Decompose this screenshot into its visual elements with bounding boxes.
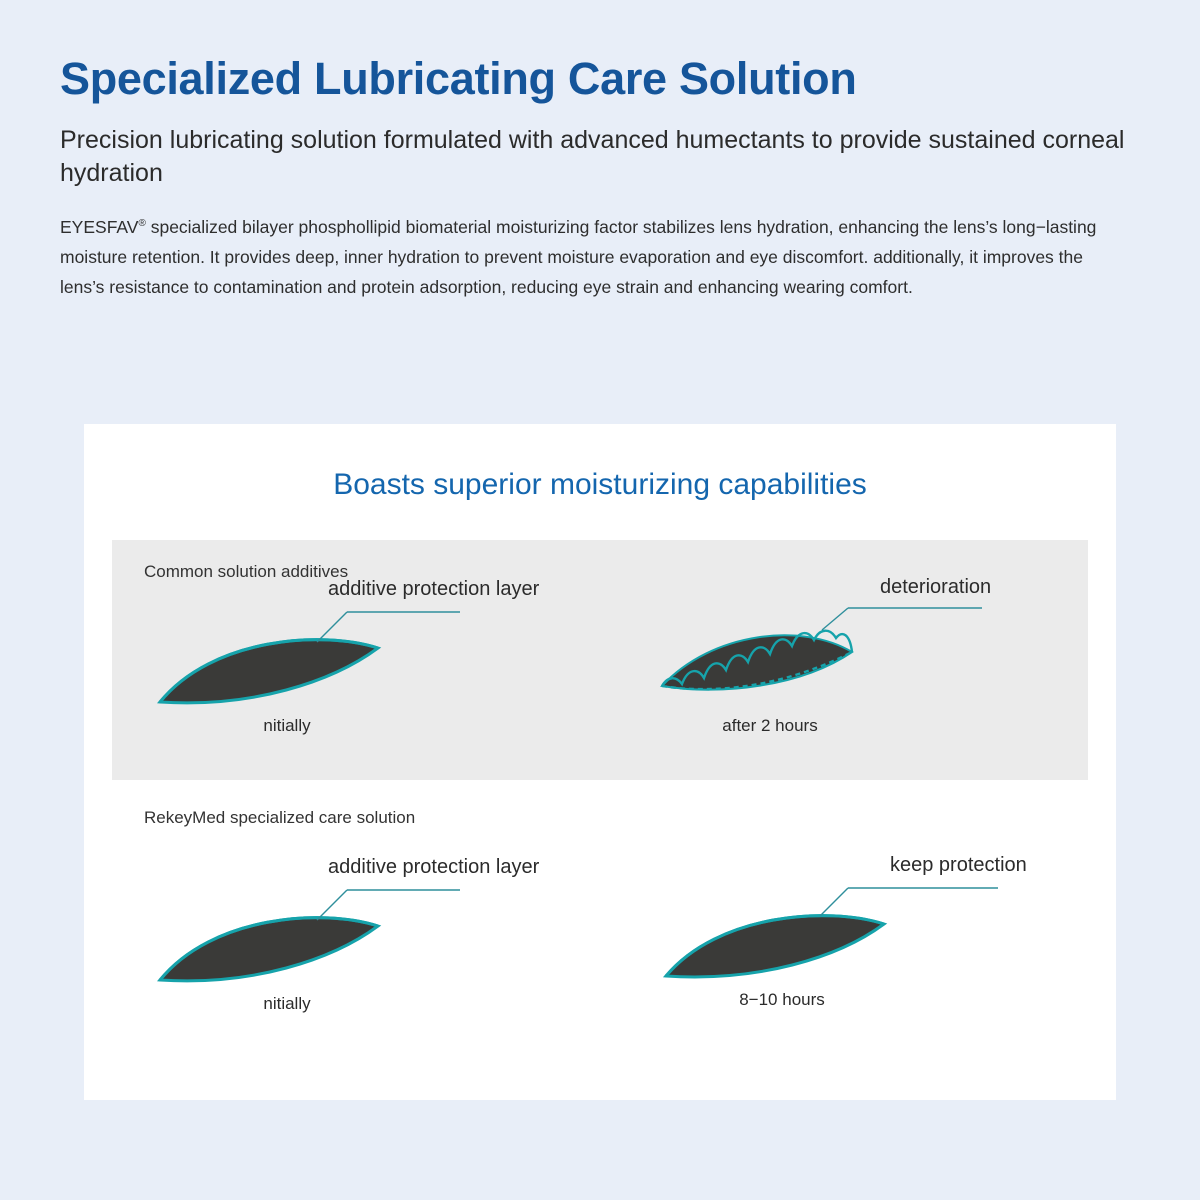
lens-diagram-smooth-icon	[142, 590, 562, 790]
body-paragraph: EYESFAV® specialized bilayer phosphollipid biomaterial moisturizing factor stabilizes lens hydration, enhancing the lens’s long−lasting moisture retention. It provides deep, inner hydration to prevent moisture evaporation and eye discomfort. additionally, it improves the lens’s resistance to contamination and protein adsorption, reducing eye strain and enhancing wearing comfort.	[60, 217, 1097, 298]
lens-diagram-deteriorated-icon	[652, 590, 1072, 790]
panel-label-rekeymed: RekeyMed specialized care solution	[144, 808, 416, 827]
figure-rekeymed-initial	[142, 856, 562, 1068]
page-title: Specialized Lubricating Care Solution	[60, 53, 857, 104]
caption-after-2-hours: after 2 hours	[722, 716, 818, 735]
lens-diagram-protected-icon	[652, 868, 1072, 1068]
comparison-card	[84, 424, 1116, 1100]
panel-common-additives	[112, 540, 1088, 780]
figure-group-common	[112, 540, 1088, 780]
figure-common-initial	[142, 578, 562, 790]
lens-diagram-smooth-icon	[142, 868, 562, 1068]
page-subtitle: Precision lubricating solution formulated with advanced humectants to provide sustained corneal hydration	[60, 126, 1125, 187]
figure-group-rekeymed	[112, 780, 1088, 1080]
callout-deterioration: deterioration	[880, 576, 992, 598]
panel-label-common: Common solution additives	[144, 562, 349, 581]
callout-keep-protection: keep protection	[890, 854, 1027, 876]
callout-additive-protection-layer: additive protection layer	[328, 578, 540, 600]
figure-rekeymed-8-10-hours	[652, 854, 1072, 1068]
card-title: Boasts superior moisturizing capabilities	[333, 468, 867, 501]
caption-initially: nitially	[263, 994, 311, 1013]
caption-8-10-hours: 8−10 hours	[739, 990, 825, 1009]
figure-common-after-2-hours	[652, 576, 1072, 790]
panel-rekeymed-solution	[112, 780, 1088, 1080]
caption-initially: nitially	[263, 716, 311, 735]
callout-additive-protection-layer: additive protection layer	[328, 856, 540, 878]
